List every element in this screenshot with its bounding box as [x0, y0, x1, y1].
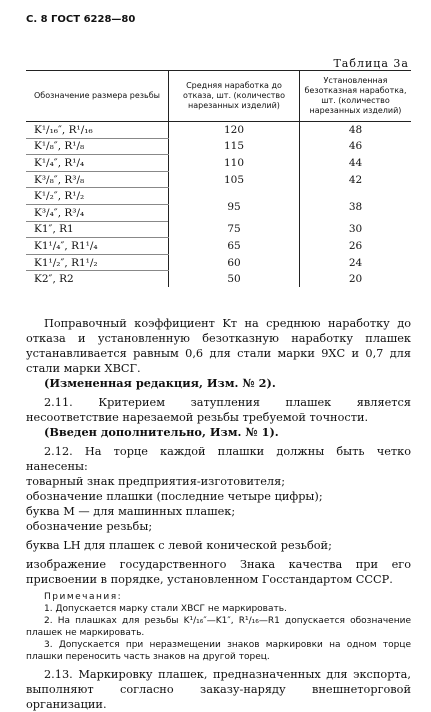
col-mean-time: Средняя наработка до отказа, шт. (количество нарезанных изделий) [169, 71, 300, 122]
thread-size-cell: K¹/₁₆″, R¹/₁₆ [26, 122, 169, 139]
table-row [26, 238, 411, 255]
thread-size-cell: K¹/₈″, R¹/₈ [26, 138, 169, 155]
fail-free-cell [300, 188, 412, 221]
threads-table [26, 70, 411, 287]
fail-free-cell: 42 [300, 171, 412, 188]
table-row [26, 221, 411, 238]
marking-item: изображение государственного Знака качества при его присвоении в порядке, установленном Госстандартом СССР. [26, 558, 411, 586]
table-row [26, 271, 411, 287]
mean-time-cell: 60 [169, 254, 300, 271]
page-header: С. 8 ГОСТ 6228—80 [26, 14, 136, 25]
mean-time-cell [169, 188, 300, 221]
note-item: 2. На плашках для резьбы K¹/₁₆″—K1″, R¹/₁₆—R1 допускается обозначение плашек не маркировать. [26, 616, 411, 638]
mean-time-cell: 110 [169, 155, 300, 172]
thread-size-cell: K¹/₄″, R¹/₄ [26, 155, 169, 172]
col-thread-size: Обозначение размера резьбы [26, 71, 169, 122]
thread-size-cell: K1¹/₂″, R1¹/₂ [26, 254, 169, 271]
mean-time-cell: 75 [169, 221, 300, 238]
fail-free-cell: 44 [300, 155, 412, 172]
table-caption: Таблица 3а [333, 57, 409, 70]
notes-title: Примечания: [44, 592, 123, 602]
marking-item: обозначение резьбы; [26, 520, 153, 533]
changed-note: (Измененная редакция, Изм. № 2). [44, 376, 276, 390]
mean-time-value: 95 [227, 201, 241, 214]
marking-item: буква М — для машинных плашек; [26, 505, 236, 518]
thread-size-cell: K³/₈″, R³/₈ [26, 171, 169, 188]
mean-time-cell: 50 [169, 271, 300, 287]
mean-time-cell: 120 [169, 122, 300, 139]
mean-time-cell: 115 [169, 138, 300, 155]
fail-free-value: 38 [348, 201, 363, 214]
clause-2-11: 2.11. Критерием затупления плашек является несоответствие нарезаемой резьбы требуемой точности. [26, 396, 411, 424]
table-row [26, 188, 411, 205]
mean-time-cell: 105 [169, 171, 300, 188]
note-item: 3. Допускается при неразмещении знаков маркировки на одном торце плашки переносить часть знаков на другой торец. [26, 640, 411, 662]
table-row [26, 254, 411, 271]
body-text [26, 316, 411, 712]
note-item: 1. Допускается марку стали ХВСГ не маркировать. [44, 604, 287, 614]
fail-free-cell: 46 [300, 138, 412, 155]
thread-size-cell: K1¹/₄″, R1¹/₄ [26, 238, 169, 255]
fail-free-cell: 20 [300, 271, 412, 287]
fail-free-cell: 26 [300, 238, 412, 255]
marking-item: буква LH для плашек с левой конической резьбой; [26, 539, 332, 552]
marking-item: товарный знак предприятия-изготовителя; [26, 475, 286, 488]
clause-2-12: 2.12. На торце каждой плашки должны быть четко нанесены: [26, 445, 411, 473]
col-fail-free: Установленная безотказная наработка, шт. (количество нарезанных изделий) [300, 71, 412, 122]
introduced-note: (Введен дополнительно, Изм. № 1). [44, 425, 279, 439]
mean-time-cell: 65 [169, 238, 300, 255]
table-row [26, 171, 411, 188]
fail-free-cell: 30 [300, 221, 412, 238]
fail-free-cell: 48 [300, 122, 412, 139]
marking-item: обозначение плашки (последние четыре цифры); [26, 490, 323, 503]
clause-2-13: 2.13. Маркировку плашек, предназначенных для экспорта, выполняют согласно заказу-наряду внешнеторговой организации. [26, 668, 411, 711]
thread-size-cell: K1″, R1 [26, 221, 169, 238]
fail-free-cell: 24 [300, 254, 412, 271]
thread-size-cell: K2″, R2 [34, 273, 74, 286]
thread-size-cell: K³/₄″, R³/₄ [26, 204, 169, 221]
table-row [26, 122, 411, 139]
thread-size-cell: K¹/₂″, R¹/₂ [26, 188, 169, 205]
table-row [26, 155, 411, 172]
table-row [26, 138, 411, 155]
correction-paragraph: Поправочный коэффициент Kт на среднюю наработку до отказа и установленную безотказную наработку плашек устанавливается равным 0,6 для стали марки 9ХС и 0,7 для стали марки ХВСГ. [26, 317, 411, 375]
